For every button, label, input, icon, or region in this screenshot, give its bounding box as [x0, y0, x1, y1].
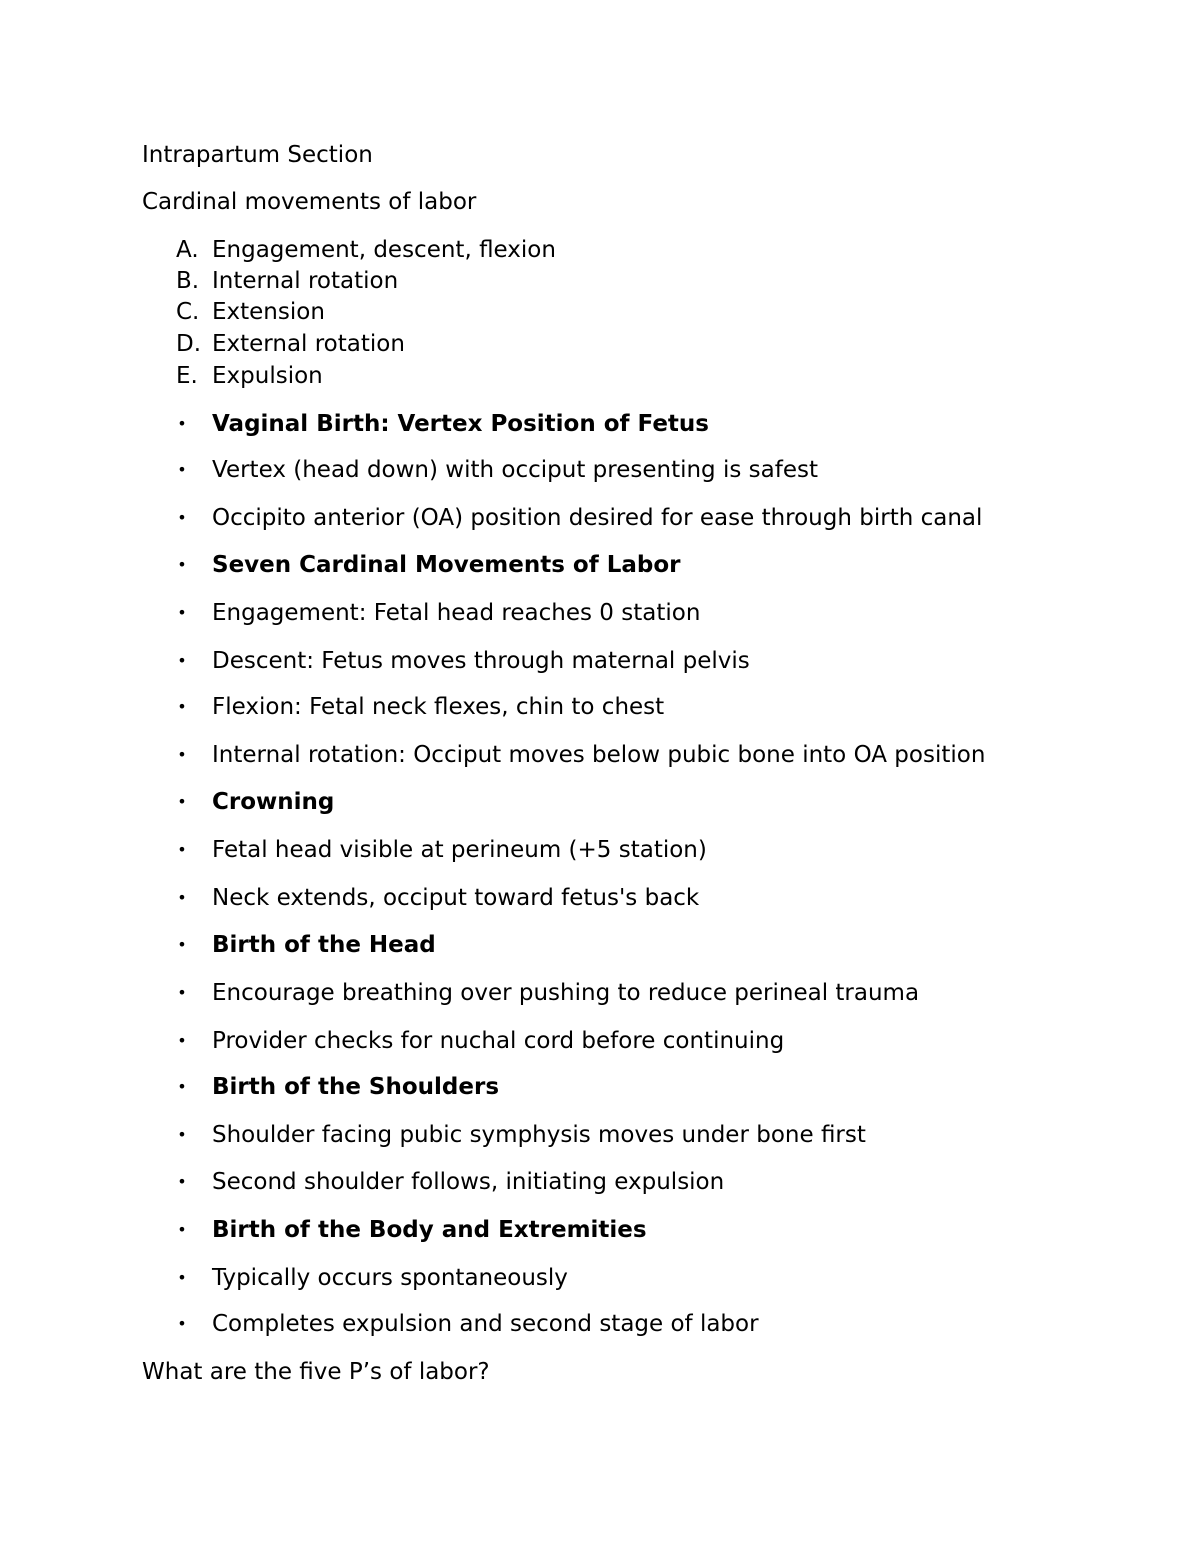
- bullet-icon: •: [177, 603, 187, 622]
- section-subtitle: Cardinal movements of labor: [142, 189, 477, 215]
- bullet-icon: •: [177, 1314, 187, 1333]
- bullet-text: Occipito anterior (OA) position desired for ease through birth canal: [212, 505, 983, 531]
- bullet-heading: Birth of the Shoulders: [212, 1074, 500, 1100]
- bullet-text: Descent: Fetus moves through maternal pelvis: [212, 648, 750, 674]
- bullet-icon: •: [177, 651, 187, 670]
- bullet-icon: •: [177, 745, 187, 764]
- bullet-text: Encourage breathing over pushing to reduce perineal trauma: [212, 980, 920, 1006]
- bullet-text: Typically occurs spontaneously: [212, 1265, 568, 1291]
- bullet-heading: Vaginal Birth: Vertex Position of Fetus: [212, 411, 709, 437]
- document-title: Intrapartum Section: [142, 142, 373, 168]
- closing-question: What are the five P’s of labor?: [142, 1359, 490, 1385]
- list-marker: E.: [176, 363, 198, 389]
- list-marker: C.: [176, 299, 200, 325]
- list-item-text: Engagement, descent, flexion: [212, 237, 556, 263]
- bullet-text: Neck extends, occiput toward fetus's back: [212, 885, 700, 911]
- bullet-text: Provider checks for nuchal cord before continuing: [212, 1028, 785, 1054]
- list-item-text: Internal rotation: [212, 268, 399, 294]
- bullet-icon: •: [177, 697, 187, 716]
- list-marker: B.: [176, 268, 200, 294]
- bullet-icon: •: [177, 555, 187, 574]
- bullet-text: Vertex (head down) with occiput presenting is safest: [212, 457, 818, 483]
- bullet-text: Engagement: Fetal head reaches 0 station: [212, 600, 701, 626]
- bullet-text: Fetal head visible at perineum (+5 station): [212, 837, 707, 863]
- bullet-icon: •: [177, 792, 187, 811]
- bullet-icon: •: [177, 1220, 187, 1239]
- bullet-heading: Birth of the Head: [212, 932, 436, 958]
- bullet-icon: •: [177, 414, 187, 433]
- list-marker: D.: [176, 331, 202, 357]
- bullet-icon: •: [177, 1077, 187, 1096]
- bullet-icon: •: [177, 983, 187, 1002]
- bullet-icon: •: [177, 1031, 187, 1050]
- bullet-heading: Crowning: [212, 789, 335, 815]
- bullet-heading: Birth of the Body and Extremities: [212, 1217, 647, 1243]
- bullet-icon: •: [177, 935, 187, 954]
- bullet-text: Second shoulder follows, initiating expulsion: [212, 1169, 725, 1195]
- bullet-icon: •: [177, 888, 187, 907]
- bullet-heading: Seven Cardinal Movements of Labor: [212, 552, 681, 578]
- bullet-icon: •: [177, 840, 187, 859]
- bullet-icon: •: [177, 508, 187, 527]
- bullet-icon: •: [177, 460, 187, 479]
- bullet-text: Internal rotation: Occiput moves below pubic bone into OA position: [212, 742, 986, 768]
- bullet-icon: •: [177, 1172, 187, 1191]
- bullet-text: Flexion: Fetal neck flexes, chin to chest: [212, 694, 665, 720]
- list-item-text: Expulsion: [212, 363, 323, 389]
- list-marker: A.: [176, 237, 199, 263]
- bullet-icon: •: [177, 1125, 187, 1144]
- bullet-text: Shoulder facing pubic symphysis moves under bone first: [212, 1122, 866, 1148]
- bullet-text: Completes expulsion and second stage of labor: [212, 1311, 759, 1337]
- list-item-text: External rotation: [212, 331, 405, 357]
- bullet-icon: •: [177, 1268, 187, 1287]
- list-item-text: Extension: [212, 299, 325, 325]
